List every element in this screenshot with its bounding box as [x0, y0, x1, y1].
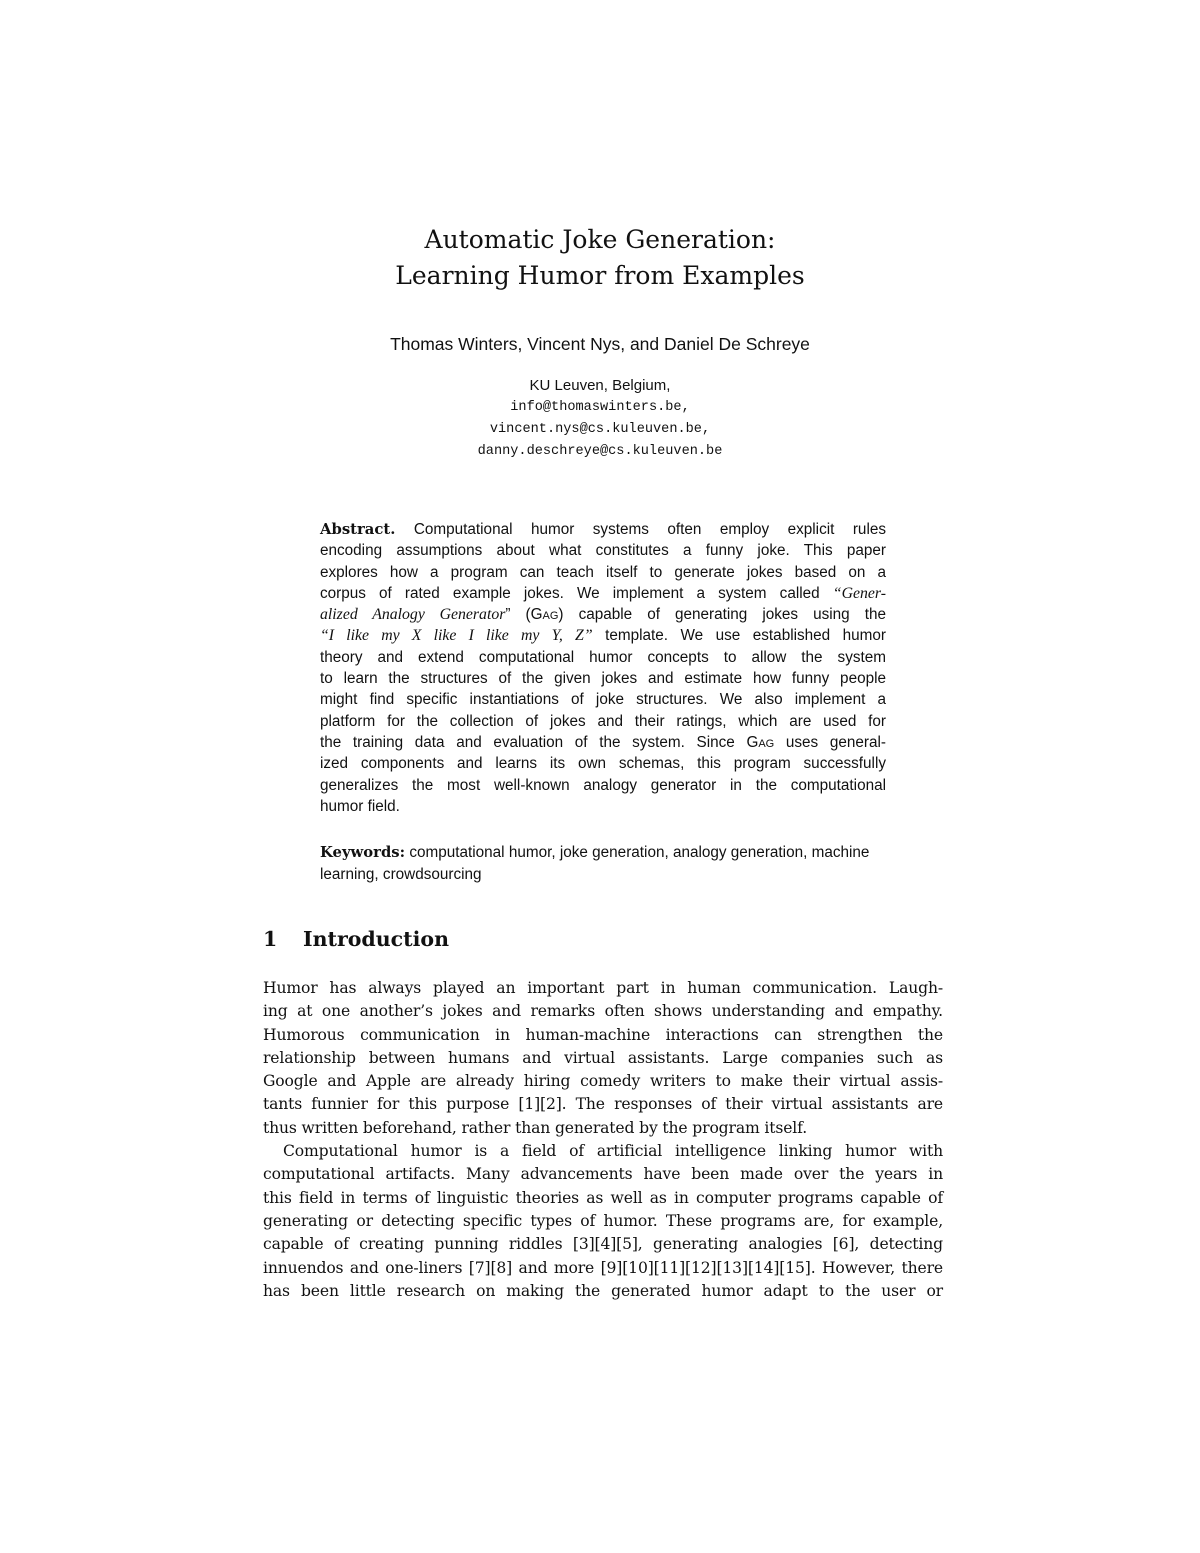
gag-acronym: Gag: [746, 733, 775, 751]
body-line: innuendos and one-liners [7][8] and more [9][10][11][12][13][14][15]. However, there: [263, 1258, 943, 1277]
body-line: Humor has always played an important part in human communication. Laugh-: [263, 979, 943, 997]
email-address-1: info@thomaswinters.be,: [510, 400, 690, 415]
abstract-line: alized Analogy Generator” (Gag) capable of generating jokes using the: [320, 606, 886, 624]
body-text: [263, 977, 943, 1303]
body-line: Google and Apple are already hiring comedy writers to make their virtual assis-: [263, 1072, 943, 1091]
keywords-text: computational humor, joke generation, analogy generation, machine learning, crowdsourcing: [320, 844, 870, 883]
section-heading: [263, 925, 449, 953]
body-line: relationship between humans and virtual assistants. Large companies such as: [263, 1048, 943, 1067]
abstract-line: the training data and evaluation of the system. Since Gag uses general-: [320, 733, 886, 751]
body-line: has been little research on making the generated humor adapt to the user or: [263, 1281, 943, 1300]
section-number: 1: [263, 927, 278, 951]
body-line: Humorous communication in human-machine interactions can strengthen the: [263, 1025, 943, 1044]
abstract-line: ized components and learns its own schemas, this program successfully: [320, 755, 886, 773]
paper-title: [0, 222, 1200, 294]
abstract-line: to learn the structures of the given jokes and estimate how funny people: [320, 670, 886, 688]
title-line-1: Automatic Joke Generation:: [424, 225, 776, 254]
body-line: this field in terms of linguistic theories as well as in computer programs capable of: [263, 1188, 943, 1207]
affiliation-block: [0, 375, 1200, 463]
title-line-2: Learning Humor from Examples: [395, 261, 805, 290]
abstract-line: platform for the collection of jokes and their ratings, which are used for: [320, 712, 886, 730]
body-line: ing at one another’s jokes and remarks often shows understanding and empathy.: [263, 1002, 943, 1021]
gag-name-part2: alized Analogy Generator: [320, 606, 506, 624]
gag-name-part1: “Gener-: [832, 584, 886, 602]
abstract-line: might find specific instantiations of joke structures. We also implement a: [320, 691, 886, 709]
abstract-line: encoding assumptions about what constitutes a funny joke. This paper: [320, 542, 886, 560]
body-line: generating or detecting specific types of humor. These programs are, for example,: [263, 1211, 943, 1230]
abstract-line: “I like my X like I like my Y, Z” template. We use established humor: [320, 627, 886, 645]
abstract: [320, 519, 886, 817]
abstract-line: explores how a program can teach itself to generate jokes based on a: [320, 563, 886, 581]
abstract-line: theory and extend computational humor concepts to allow the system: [320, 648, 886, 666]
body-line: tants funnier for this purpose [1][2]. The responses of their virtual assistants are: [263, 1095, 943, 1114]
body-line: thus written beforehand, rather than generated by the program itself.: [263, 1118, 808, 1137]
keywords: [320, 842, 886, 886]
section-title: Introduction: [303, 927, 449, 951]
email-address-2: vincent.nys@cs.kuleuven.be,: [489, 422, 711, 437]
keywords-label: Keywords:: [320, 844, 406, 861]
abstract-line: generalizes the most well-known analogy generator in the computational: [320, 776, 886, 794]
body-line: capable of creating punning riddles [3][4][5], generating analogies [6], detecting: [263, 1235, 943, 1254]
body-line: Computational humor is a field of artificial intelligence linking humor with: [283, 1142, 943, 1161]
author-list: Thomas Winters, Vincent Nys, and Daniel De Schreye: [390, 334, 810, 354]
joke-template: “I like my X like I like my Y, Z”: [320, 627, 593, 645]
abstract-line: Abstract. Computational humor systems often employ explicit rules: [320, 521, 886, 538]
affiliation-institution: KU Leuven, Belgium,: [529, 377, 671, 394]
abstract-line: corpus of rated example jokes. We implement a system called “Gener-: [320, 584, 886, 602]
body-line: computational artifacts. Many advancements have been made over the years in: [263, 1165, 943, 1184]
gag-acronym: Gag: [530, 606, 559, 624]
abstract-line: humor field.: [320, 797, 400, 815]
abstract-label: Abstract.: [320, 521, 396, 538]
email-address-3: danny.deschreye@cs.kuleuven.be: [477, 444, 723, 459]
